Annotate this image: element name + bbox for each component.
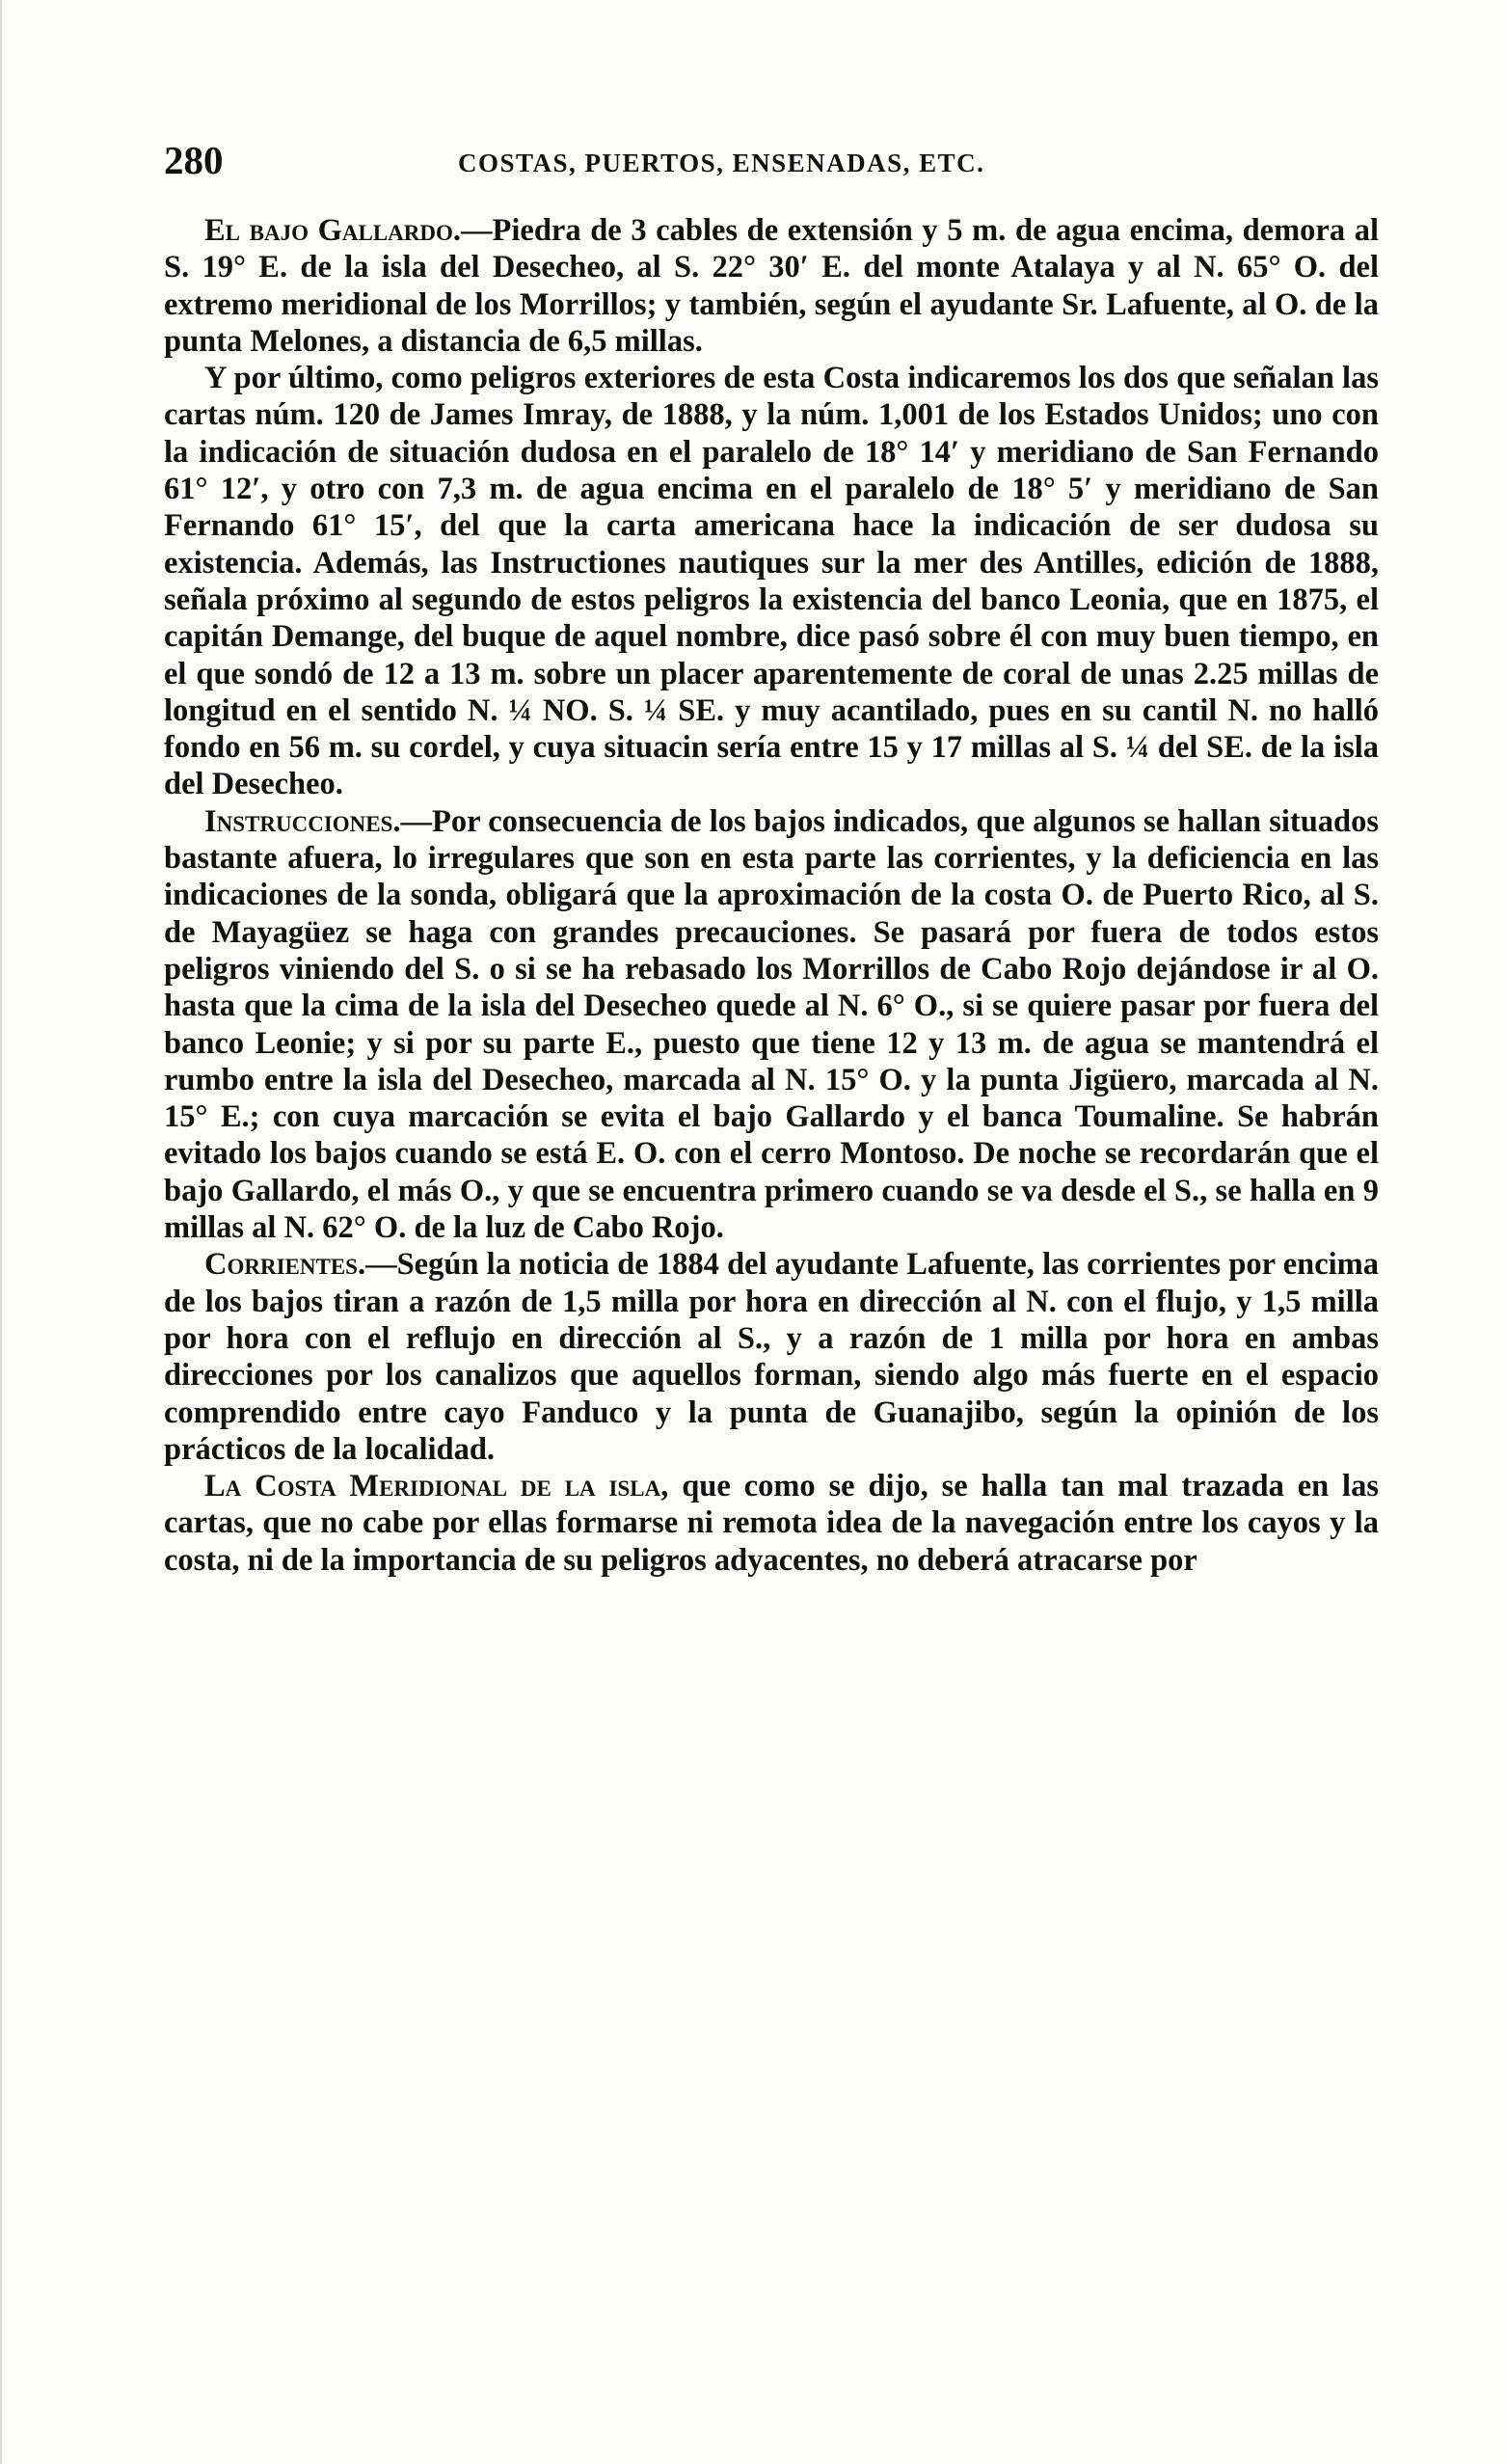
page-number: 280 (164, 138, 224, 182)
paragraph-lead: El bajo Gallardo. (204, 213, 462, 248)
paragraph-text: que como se dijo, se halla tan mal trazada en las cartas, que no cabe por ellas formarse ni remota idea de la navegación entre los cayos y la costa, ni de la importancia de su peligros adyacentes, no deberá atracarse por (164, 1469, 1379, 1578)
paragraph-bajo-gallardo (164, 212, 1379, 360)
paragraph-lead: Instrucciones. (204, 803, 401, 839)
paragraph-text: —Piedra de 3 cables de extensión y 5 m. de agua encima, demora al S. 19° E. de la isla del Desecheo, al S. 22° 30′ E. del monte Atalaya y al N. 65° O. del extremo meridional de los Morrillos; y también, según el ayudante Sr. Lafuente, al O. de la punta Melones, a distancia de 6,5 millas. (164, 213, 1379, 359)
paragraph-peligros-exteriores (164, 360, 1379, 803)
paragraph-text: —Según la noticia de 1884 del ayudante Lafuente, las corrientes por encima de los bajos tiran a razón de 1,5 milla por hora en dirección al N. con el flujo, y 1,5 milla por hora con el reflujo en dirección al S., y a razón de 1 milla por hora en ambas direcciones por los canalizos que aquellos forman, siendo algo más fuerte en el espacio comprendido entre cayo Fanduco y la punta de Guanajibo, según la opinión de los prácticos de la localidad. (164, 1247, 1379, 1467)
paragraph-corrientes (164, 1246, 1379, 1468)
paragraph-instrucciones (164, 803, 1379, 1247)
running-title: COSTAS, PUERTOS, ENSENADAS, ETC. (458, 149, 985, 177)
paragraph-costa-meridional (164, 1468, 1379, 1579)
body-text (164, 212, 1379, 1579)
paragraph-lead: Corrientes. (204, 1247, 366, 1283)
paragraph-text: Y por último, como peligros exteriores de esta Costa indicaremos los dos que señalan las cartas núm. 120 de James Imray, de 1888, y la núm. 1,001 de los Estados Unidos; uno con la indicación de situación dudosa en el paralelo de 18° 14′ y meridiano de San Fernando 61° 12′, y otro con 7,3 m. de agua encima en el paralelo de 18° 5′ y meridiano de San Fernando 61° 15′, del que la carta americana hace la indicación de ser dudosa su existencia. Además, las Instructiones nautiques sur la mer des Antilles, edición de 1888, señala próximo al segundo de estos peligros la existencia del banco Leonia, que en 1875, el capitán Demange, del buque de aquel nombre, dice pasó sobre él con muy buen tiempo, en el que sondó de 12 a 13 m. sobre un placer aparentemente de coral de unas 2.25 millas de longitud en el sentido N. ¼ NO. S. ¼ SE. y muy acantilado, pues en su cantil N. no halló fondo en 56 m. su cordel, y cuya situacin sería entre 15 y 17 millas al S. ¼ del SE. de la isla del Desecheo. (164, 361, 1379, 802)
paragraph-lead: La Costa Meridional de la isla, (204, 1469, 669, 1504)
page-header (164, 137, 1379, 185)
paragraph-text: —Por consecuencia de los bajos indicados, que algunos se hallan situados bastante afuera, lo irregulares que son en esta parte las corrientes, y la deficiencia en las indicaciones de la sonda, obligará que la aproximación de la costa O. de Puerto Rico, al S. de Mayagüez se haga con grandes precauciones. Se pasará por fuera de todos estos peligros viniendo del S. o si se ha rebasado los Morrillos de Cabo Rojo dejándose ir al O. hasta que la cima de la isla del Desecheo quede al N. 6° O., si se quiere pasar por fuera del banco Leonie; y si por su parte E., puesto que tiene 12 y 13 m. de agua se mantendrá el rumbo entre la isla del Desecheo, marcada al N. 15° O. y la punta Jigüero, marcada al N. 15° E.; con cuya marcación se evita el bajo Gallardo y el banca Toumaline. Se habrán evitado los bajos cuando se está E. O. con el cerro Montoso. De noche se recordarán que el bajo Gallardo, el más O., y que se encuentra primero cuando se va desde el S., se halla en 9 millas al N. 62° O. de la luz de Cabo Rojo. (164, 803, 1379, 1246)
